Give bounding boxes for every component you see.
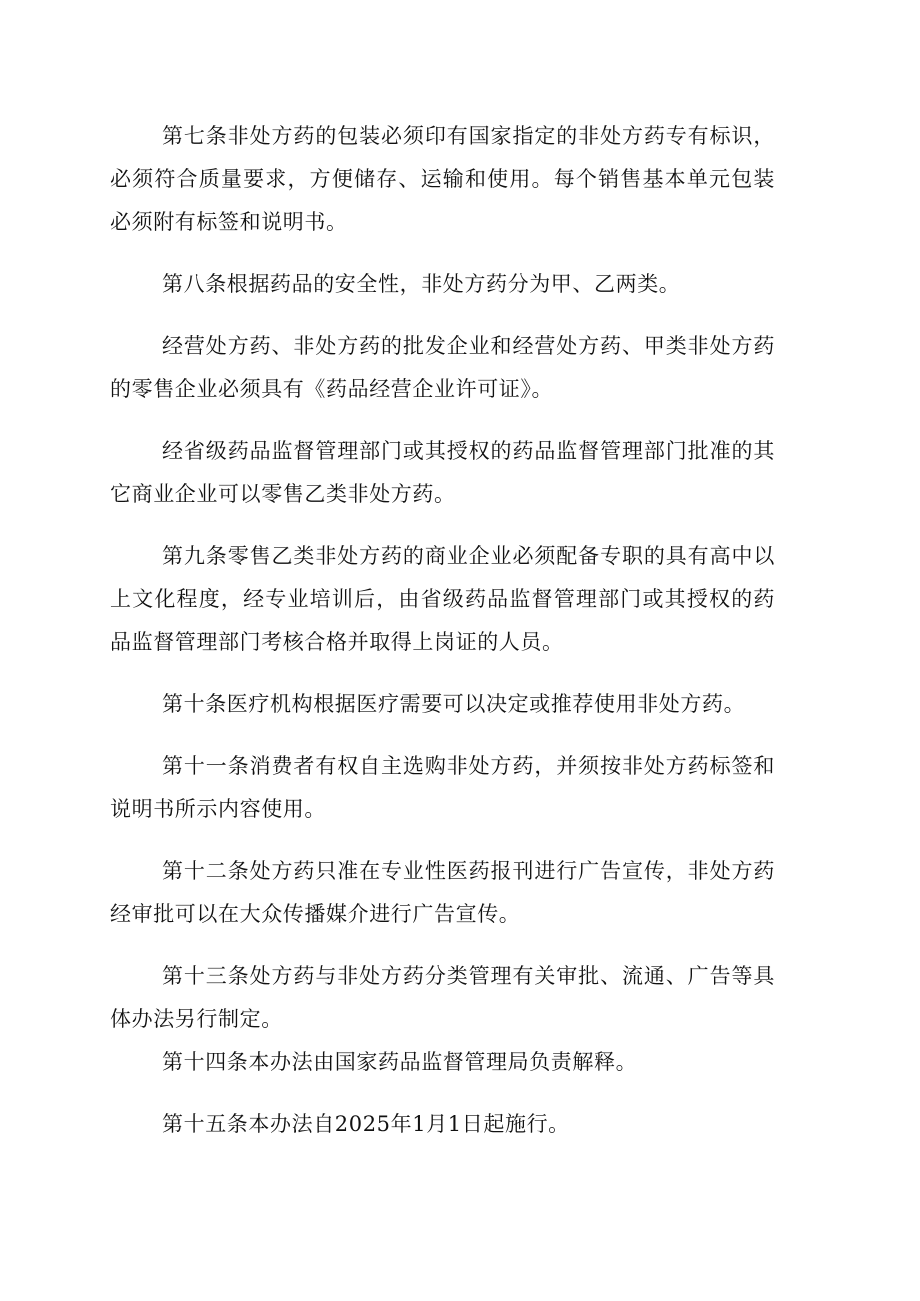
- article-12-paragraph: 第十二条处方药只准在专业性医药报刊进行广告宣传，非处方药经审批可以在大众传播媒介进行广告宣传。: [110, 859, 775, 926]
- article-14-paragraph: 第十四条本办法由国家药品监督管理局负责解释。: [162, 1050, 638, 1074]
- document-body: [110, 115, 775, 1146]
- article-9-paragraph: 第九条零售乙类非处方药的商业企业必须配备专职的具有高中以上文化程度，经专业培训后，由省级药品监督管理部门或其授权的药品监督管理部门考核合格并取得上岗证的人员。: [110, 544, 775, 654]
- article-8-paragraph: 第八条根据药品的安全性，非处方药分为甲、乙两类。: [162, 272, 681, 296]
- article-13-paragraph: 第十三条处方药与非处方药分类管理有关审批、流通、广告等具体办法另行制定。: [110, 964, 775, 1031]
- article-15-paragraph: 第十五条本办法自2025年1月1日起施行。: [162, 1112, 570, 1136]
- article-8-wholesale-paragraph: 经营处方药、非处方药的批发企业和经营处方药、甲类非处方药的零售企业必须具有《药品经营企业许可证》。: [110, 334, 775, 401]
- article-10-paragraph: 第十条医疗机构根据医疗需要可以决定或推荐使用非处方药。: [162, 692, 746, 716]
- article-11-paragraph: 第十一条消费者有权自主选购非处方药，并须按非处方药标签和说明书所示内容使用。: [110, 754, 775, 821]
- article-8-retail-paragraph: 经省级药品监督管理部门或其授权的药品监督管理部门批准的其它商业企业可以零售乙类非处方药。: [110, 439, 775, 506]
- article-7-paragraph: 第七条非处方药的包装必须印有国家指定的非处方药专有标识，必须符合质量要求，方便储存、运输和使用。每个销售基本单元包装必须附有标签和说明书。: [110, 124, 775, 234]
